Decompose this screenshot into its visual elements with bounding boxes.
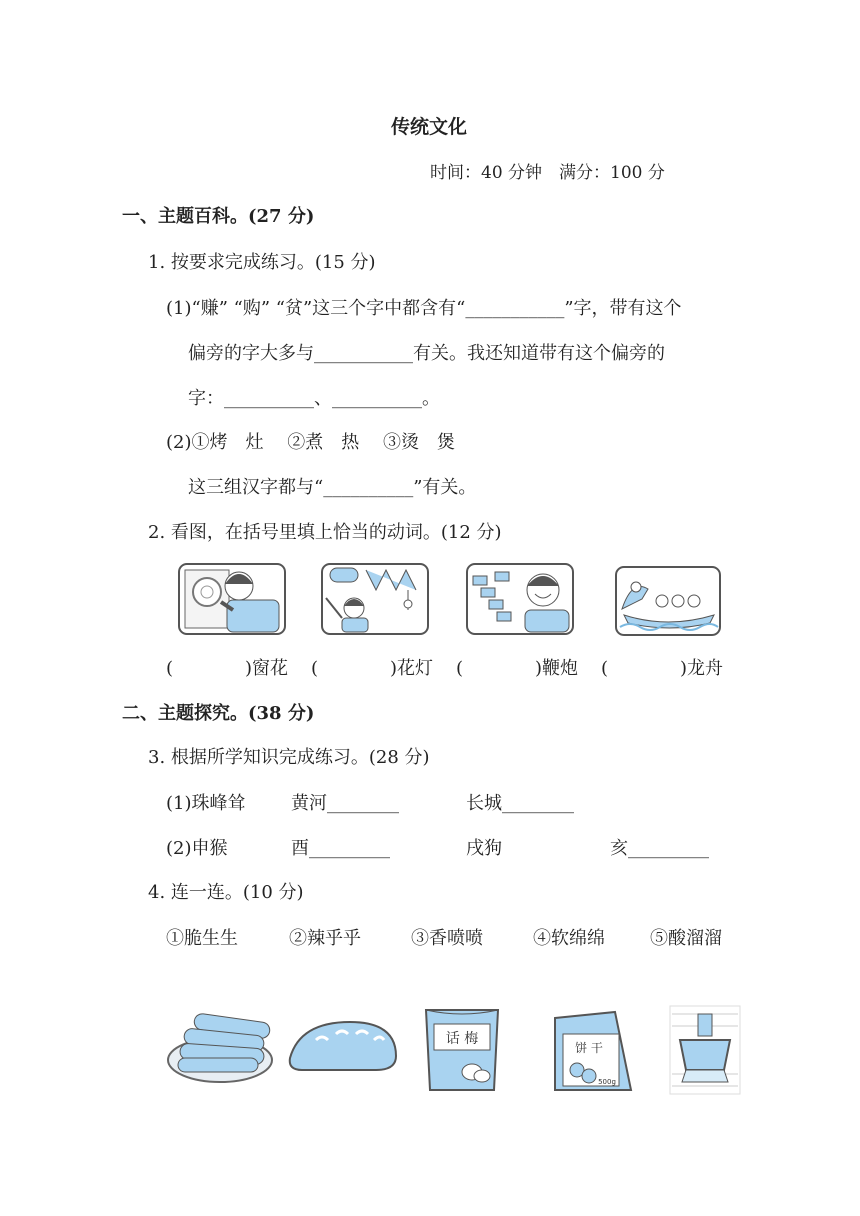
- girl-pasting-paper-cut-image: [177, 562, 287, 636]
- q2-blank-1[interactable]: ( )窗花: [166, 658, 289, 679]
- page-title: 传统文化: [391, 116, 468, 138]
- q3-row1-item3[interactable]: 长城________: [466, 793, 574, 814]
- fried-dough-sticks-image[interactable]: [164, 1008, 280, 1088]
- q3-row2-item2[interactable]: 酉_________: [291, 838, 390, 859]
- hotpot-image[interactable]: [668, 1004, 742, 1096]
- biscuit-bag-label: 饼 干: [575, 1041, 603, 1055]
- q1-part1-line2: 偏旁的字大多与___________有关。我还知道带有这个偏旁的: [188, 343, 665, 364]
- q3-row1-item2[interactable]: 黄河________: [291, 793, 399, 814]
- dragon-boat-image: [614, 565, 722, 637]
- q2-blank-3[interactable]: ( )鞭炮: [456, 658, 579, 679]
- child-with-lanterns-image: [320, 562, 430, 636]
- q4-option-1[interactable]: ①脆生生: [166, 928, 238, 949]
- section-1-heading: 一、主题百科。(27 分): [122, 206, 315, 227]
- q3-row2-item4[interactable]: 亥_________: [610, 838, 709, 859]
- question-4-stem: 4. 连一连。(10 分): [148, 882, 304, 903]
- bread-loaf-image[interactable]: [286, 1018, 400, 1074]
- q2-blank-4[interactable]: ( )龙舟: [601, 658, 724, 679]
- q3-row2-item3: 戌狗: [466, 838, 502, 859]
- q4-option-2[interactable]: ②辣乎乎: [289, 928, 361, 949]
- q4-option-5[interactable]: ⑤酸溜溜: [650, 928, 722, 949]
- question-2-stem: 2. 看图，在括号里填上恰当的动词。(12 分): [148, 522, 502, 543]
- q3-row2-item1: (2)申猴: [166, 838, 228, 859]
- boy-with-firecrackers-image: [465, 562, 575, 636]
- q4-option-3[interactable]: ③香喷喷: [411, 928, 483, 949]
- q3-row1-item1: (1)珠峰耸: [166, 793, 246, 814]
- question-1-stem: 1. 按要求完成练习。(15 分): [148, 252, 376, 273]
- question-3-stem: 3. 根据所学知识完成练习。(28 分): [148, 747, 430, 768]
- q1-part2-line2: 这三组汉字都与“__________”有关。: [188, 477, 477, 498]
- plum-snack-bag-image[interactable]: [420, 1004, 504, 1096]
- biscuit-bag-image[interactable]: [545, 1004, 637, 1096]
- section-2-heading: 二、主题探究。(38 分): [122, 703, 315, 724]
- q4-option-4[interactable]: ④软绵绵: [533, 928, 605, 949]
- time-score-info: 时间：40 分钟 满分：100 分: [430, 163, 665, 183]
- q1-part1-line1: (1)“赚” “购” “贫”这三个字中都含有“___________”字，带有这个: [166, 298, 682, 319]
- q1-part2-line1: (2)①烤 灶 ②煮 热 ③烫 煲: [166, 432, 455, 453]
- q1-part1-line3: 字：__________、__________。: [188, 388, 440, 409]
- plum-bag-label: 话 梅: [445, 1031, 479, 1047]
- q2-blank-2[interactable]: ( )花灯: [311, 658, 434, 679]
- biscuit-weight-label: 500g: [598, 1078, 616, 1086]
